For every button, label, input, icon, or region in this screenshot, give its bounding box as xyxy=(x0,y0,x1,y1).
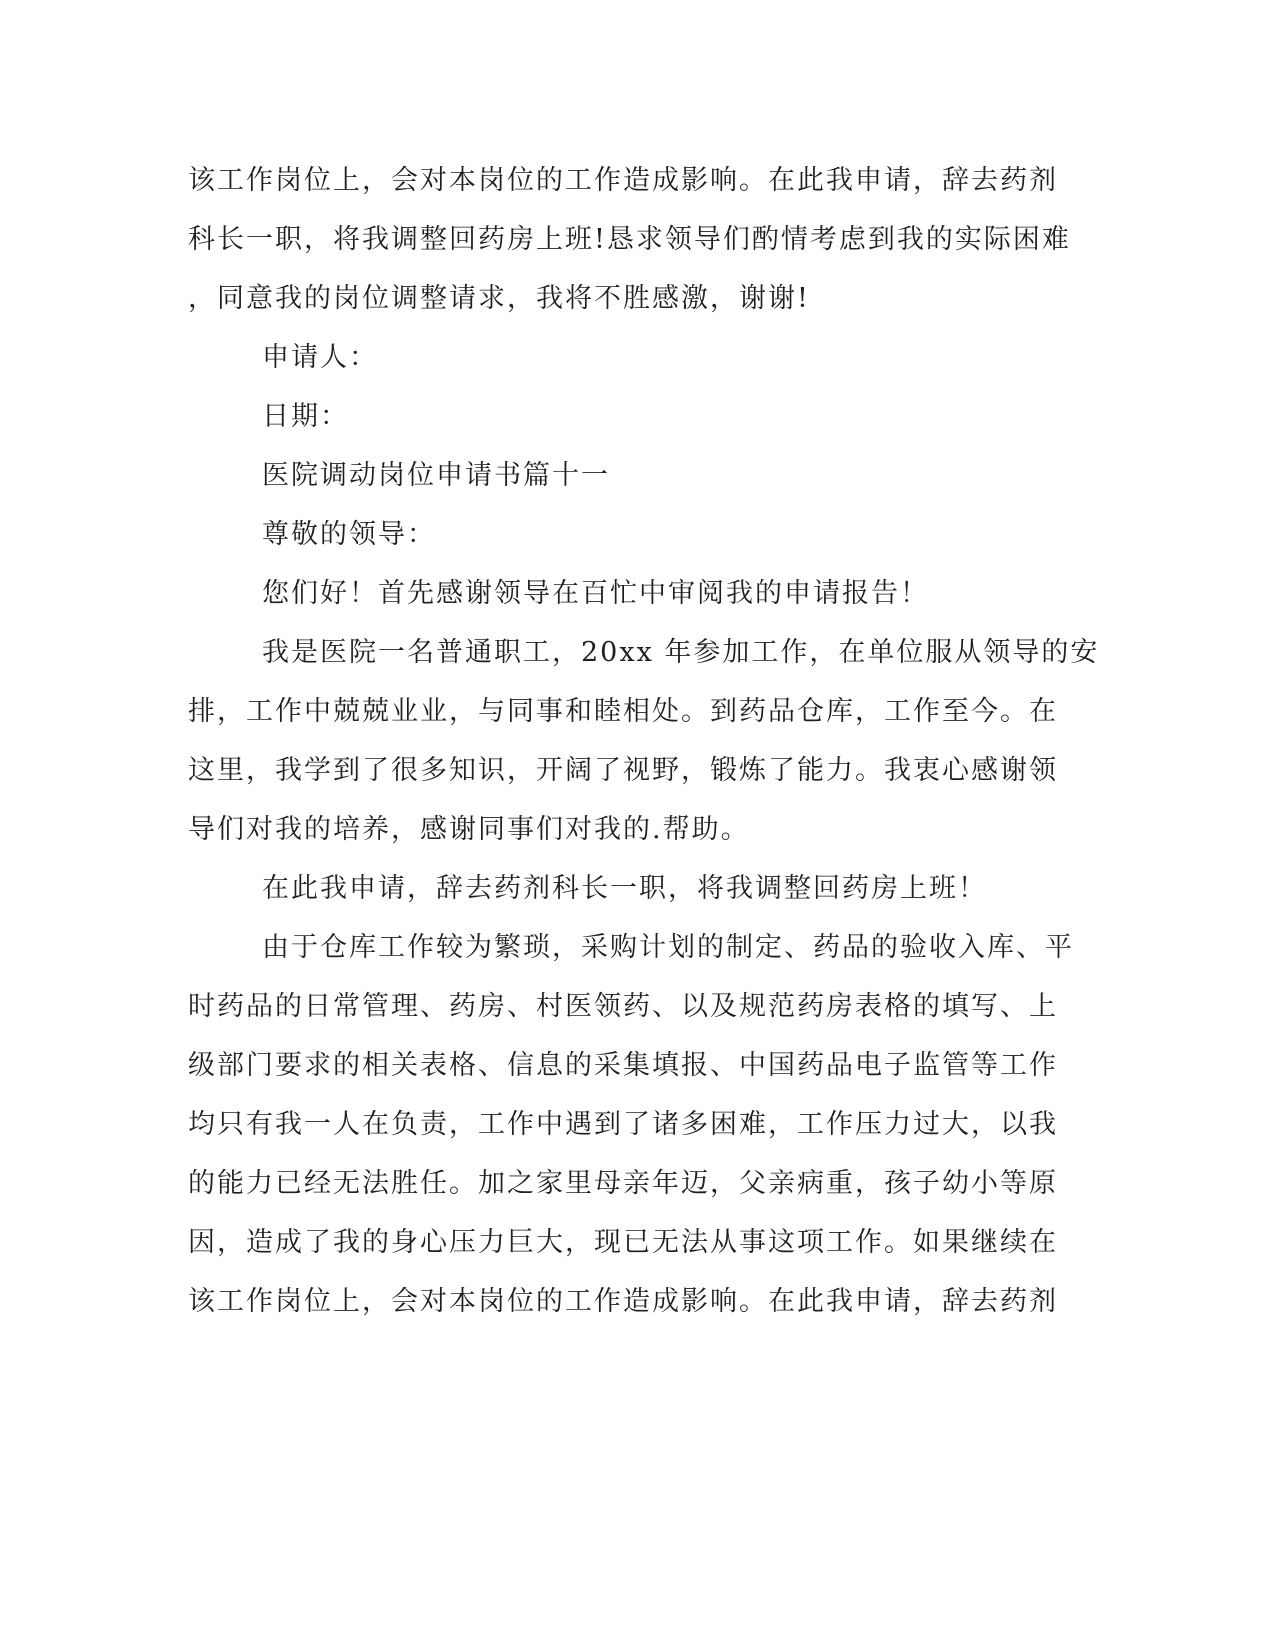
text-line: 该工作岗位上，会对本岗位的工作造成影响。在此我申请，辞去药剂 xyxy=(188,1286,1058,1317)
greeting-line: 您们好！首先感谢领导在百忙中审阅我的申请报告！ xyxy=(262,578,929,609)
text-line: 级部门要求的相关表格、信息的采集填报、中国药品电子监管等工作 xyxy=(188,1050,1058,1081)
signature-label: 申请人： xyxy=(262,342,378,373)
text-line: 时药品的日常管理、药房、村医领药、以及规范药房表格的填写、上 xyxy=(188,991,1058,1022)
salutation: 尊敬的领导： xyxy=(262,519,436,550)
text-line: 这里，我学到了很多知识，开阔了视野，锻炼了能力。我衷心感谢领 xyxy=(188,755,1058,786)
text-line: 排，工作中兢兢业业，与同事和睦相处。到药品仓库，工作至今。在 xyxy=(188,696,1058,727)
section-heading: 医院调动岗位申请书篇十一 xyxy=(262,460,610,491)
text-line: 由于仓库工作较为繁琐，采购计划的制定、药品的验收入库、平 xyxy=(262,932,1074,963)
text-line: ，同意我的岗位调整请求，我将不胜感激，谢谢! xyxy=(188,283,810,314)
text-line: 因，造成了我的身心压力巨大，现已无法从事这项工作。如果继续在 xyxy=(188,1227,1058,1258)
text-line: 我是医院一名普通职工，20xx 年参加工作，在单位服从领导的安 xyxy=(262,637,1100,668)
text-line: 科长一职，将我调整回药房上班!恳求领导们酌情考虑到我的实际困难 xyxy=(188,224,1071,255)
text-line: 均只有我一人在负责，工作中遇到了诸多困难，工作压力过大，以我 xyxy=(188,1109,1058,1140)
text-line: 的能力已经无法胜任。加之家里母亲年迈，父亲病重，孩子幼小等原 xyxy=(188,1168,1058,1199)
text-line: 在此我申请，辞去药剂科长一职，将我调整回药房上班！ xyxy=(262,873,987,904)
text-line: 导们对我的培养，感谢同事们对我的.帮助。 xyxy=(188,814,750,845)
date-label: 日期： xyxy=(262,401,349,432)
text-line: 该工作岗位上，会对本岗位的工作造成影响。在此我申请，辞去药剂 xyxy=(188,165,1058,196)
